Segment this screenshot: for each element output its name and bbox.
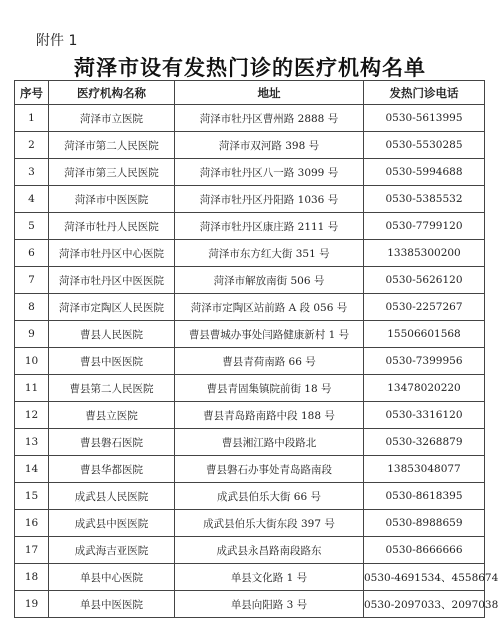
cell-phone: 0530-7399956 bbox=[364, 348, 485, 375]
cell-serial-number: 9 bbox=[15, 321, 49, 348]
cell-phone: 0530-5626120 bbox=[364, 267, 485, 294]
cell-address: 成武县永昌路南段路东 bbox=[175, 537, 364, 564]
cell-institution-name: 菏泽市牡丹人民医院 bbox=[49, 213, 175, 240]
cell-serial-number: 14 bbox=[15, 456, 49, 483]
cell-institution-name: 单县中心医院 bbox=[49, 564, 175, 591]
cell-institution-name: 菏泽市中医医院 bbox=[49, 186, 175, 213]
cell-address: 单县向阳路 3 号 bbox=[175, 591, 364, 618]
cell-phone: 0530-5385532 bbox=[364, 186, 485, 213]
hospital-table bbox=[14, 80, 499, 618]
cell-phone: 0530-2097033、2097038 bbox=[364, 591, 485, 618]
cell-address: 曹县青固集镇院前街 18 号 bbox=[175, 375, 364, 402]
cell-address: 成武县伯乐大街东段 397 号 bbox=[175, 510, 364, 537]
cell-address: 曹县青荷南路 66 号 bbox=[175, 348, 364, 375]
table-row bbox=[15, 321, 485, 348]
cell-institution-name: 菏泽市牡丹区中医医院 bbox=[49, 267, 175, 294]
cell-institution-name: 菏泽市第三人民医院 bbox=[49, 159, 175, 186]
table-header-row bbox=[15, 81, 485, 105]
cell-address: 菏泽市双河路 398 号 bbox=[175, 132, 364, 159]
table-row bbox=[15, 564, 485, 591]
cell-address: 菏泽市牡丹区曹州路 2888 号 bbox=[175, 105, 364, 132]
cell-serial-number: 19 bbox=[15, 591, 49, 618]
cell-phone: 0530-8618395 bbox=[364, 483, 485, 510]
cell-serial-number: 3 bbox=[15, 159, 49, 186]
table-row bbox=[15, 537, 485, 564]
cell-phone: 13478020220 bbox=[364, 375, 485, 402]
cell-serial-number: 16 bbox=[15, 510, 49, 537]
cell-phone: 15506601568 bbox=[364, 321, 485, 348]
cell-institution-name: 菏泽市第二人民医院 bbox=[49, 132, 175, 159]
cell-serial-number: 8 bbox=[15, 294, 49, 321]
table-row bbox=[15, 186, 485, 213]
cell-address: 曹县青岛路南路中段 188 号 bbox=[175, 402, 364, 429]
cell-phone: 0530-4691534、4558674 bbox=[364, 564, 485, 591]
cell-address: 菏泽市解放南街 506 号 bbox=[175, 267, 364, 294]
table-row bbox=[15, 132, 485, 159]
cell-phone: 0530-5994688 bbox=[364, 159, 485, 186]
cell-phone: 0530-2257267 bbox=[364, 294, 485, 321]
cell-serial-number: 17 bbox=[15, 537, 49, 564]
cell-address: 单县文化路 1 号 bbox=[175, 564, 364, 591]
cell-phone: 0530-3316120 bbox=[364, 402, 485, 429]
cell-serial-number: 4 bbox=[15, 186, 49, 213]
cell-institution-name: 曹县人民医院 bbox=[49, 321, 175, 348]
table-row bbox=[15, 294, 485, 321]
table-row bbox=[15, 429, 485, 456]
cell-phone: 0530-8666666 bbox=[364, 537, 485, 564]
cell-phone: 13853048077 bbox=[364, 456, 485, 483]
table-row bbox=[15, 375, 485, 402]
cell-address: 菏泽市东方红大街 351 号 bbox=[175, 240, 364, 267]
header-address: 地址 bbox=[175, 81, 364, 105]
table-row bbox=[15, 105, 485, 132]
table-row bbox=[15, 267, 485, 294]
cell-serial-number: 2 bbox=[15, 132, 49, 159]
cell-phone: 13385300200 bbox=[364, 240, 485, 267]
table-row bbox=[15, 591, 485, 618]
cell-institution-name: 成武县中医医院 bbox=[49, 510, 175, 537]
cell-institution-name: 菏泽市立医院 bbox=[49, 105, 175, 132]
cell-phone: 0530-5613995 bbox=[364, 105, 485, 132]
table-row bbox=[15, 159, 485, 186]
table-row bbox=[15, 348, 485, 375]
cell-address: 菏泽市定陶区站前路 A 段 056 号 bbox=[175, 294, 364, 321]
cell-address: 菏泽市牡丹区八一路 3099 号 bbox=[175, 159, 364, 186]
cell-phone: 0530-3268879 bbox=[364, 429, 485, 456]
cell-serial-number: 13 bbox=[15, 429, 49, 456]
document-title: 菏泽市设有发热门诊的医疗机构名单 bbox=[74, 56, 426, 80]
cell-institution-name: 菏泽市定陶区人民医院 bbox=[49, 294, 175, 321]
cell-serial-number: 1 bbox=[15, 105, 49, 132]
cell-serial-number: 15 bbox=[15, 483, 49, 510]
cell-serial-number: 12 bbox=[15, 402, 49, 429]
table-row bbox=[15, 402, 485, 429]
cell-institution-name: 曹县第二人民医院 bbox=[49, 375, 175, 402]
cell-institution-name: 单县中医医院 bbox=[49, 591, 175, 618]
header-institution-name: 医疗机构名称 bbox=[49, 81, 175, 105]
cell-phone: 0530-5530285 bbox=[364, 132, 485, 159]
cell-serial-number: 18 bbox=[15, 564, 49, 591]
cell-institution-name: 曹县中医医院 bbox=[49, 348, 175, 375]
header-serial-number: 序号 bbox=[15, 81, 49, 105]
cell-serial-number: 10 bbox=[15, 348, 49, 375]
cell-serial-number: 11 bbox=[15, 375, 49, 402]
table-row bbox=[15, 213, 485, 240]
cell-phone: 0530-8988659 bbox=[364, 510, 485, 537]
header-fever-clinic-phone: 发热门诊电话 bbox=[364, 81, 485, 105]
cell-institution-name: 曹县立医院 bbox=[49, 402, 175, 429]
cell-address: 菏泽市牡丹区康庄路 2111 号 bbox=[175, 213, 364, 240]
cell-address: 成武县伯乐大街 66 号 bbox=[175, 483, 364, 510]
cell-institution-name: 曹县华都医院 bbox=[49, 456, 175, 483]
cell-institution-name: 曹县磐石医院 bbox=[49, 429, 175, 456]
table-row bbox=[15, 483, 485, 510]
table-row bbox=[15, 510, 485, 537]
cell-address: 曹县曹城办事处闫路健康新村 1 号 bbox=[175, 321, 364, 348]
cell-serial-number: 6 bbox=[15, 240, 49, 267]
cell-address: 菏泽市牡丹区丹阳路 1036 号 bbox=[175, 186, 364, 213]
cell-address: 曹县湘江路中段路北 bbox=[175, 429, 364, 456]
cell-serial-number: 7 bbox=[15, 267, 49, 294]
attachment-label: 附件 1 bbox=[36, 33, 78, 49]
table-row bbox=[15, 240, 485, 267]
table-row bbox=[15, 456, 485, 483]
cell-institution-name: 成武海吉亚医院 bbox=[49, 537, 175, 564]
cell-institution-name: 成武县人民医院 bbox=[49, 483, 175, 510]
cell-serial-number: 5 bbox=[15, 213, 49, 240]
cell-address: 曹县磐石办事处青岛路南段 bbox=[175, 456, 364, 483]
cell-institution-name: 菏泽市牡丹区中心医院 bbox=[49, 240, 175, 267]
cell-phone: 0530-7799120 bbox=[364, 213, 485, 240]
